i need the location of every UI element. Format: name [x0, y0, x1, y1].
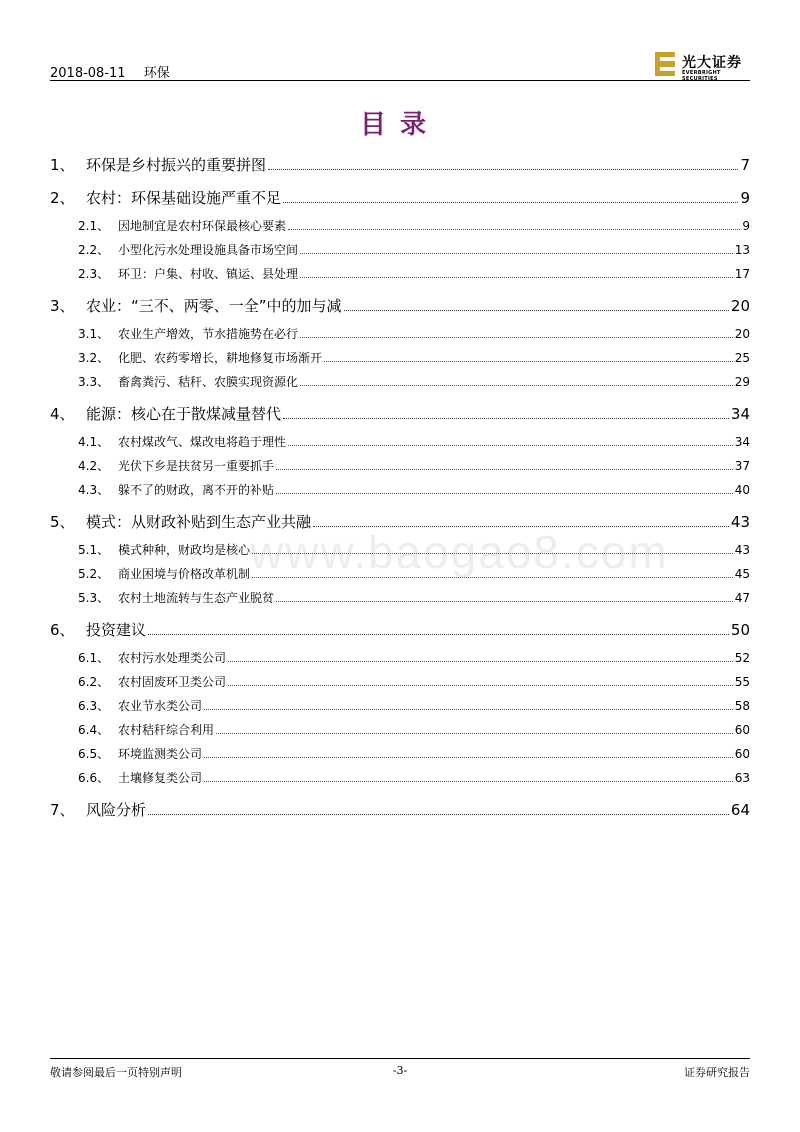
toc-entry-number: 6.5、	[78, 747, 110, 761]
toc-leader-dots	[252, 577, 733, 578]
toc-leader-dots	[216, 733, 733, 734]
toc-entry-number: 4.3、	[78, 483, 110, 497]
header-meta	[50, 62, 184, 81]
toc-entry-number: 5.3、	[78, 591, 110, 605]
toc-entry-page: 50	[730, 621, 750, 639]
toc-entry-title: 环境监测类公司	[118, 747, 203, 761]
toc-entry-number: 3.3、	[78, 375, 110, 389]
toc-entry-number: 3.2、	[78, 351, 110, 365]
header-category: 环保	[143, 66, 170, 81]
toc-entry-page: 17	[734, 267, 750, 281]
footer-report-type: 证券研究报告	[684, 1066, 750, 1079]
toc-leader-dots	[283, 202, 738, 203]
toc-entry-title: 环保是乡村振兴的重要拼图	[86, 156, 267, 174]
toc-leader-dots	[252, 553, 733, 554]
toc-entry-page: 52	[734, 651, 750, 665]
toc-leader-dots	[300, 277, 733, 278]
toc-entry[interactable]	[50, 619, 750, 640]
toc-entry[interactable]	[50, 154, 750, 175]
toc-entry[interactable]	[50, 265, 750, 282]
toc-entry-title: 农村秸秆综合利用	[118, 723, 215, 737]
toc-entry-page: 34	[730, 405, 750, 423]
logo-english-name: EVERBRIGHT SECURITIES	[682, 70, 721, 82]
toc-entry-title: 商业困境与价格改革机制	[118, 567, 251, 581]
toc-entry-title: 模式：从财政补贴到生态产业共融	[86, 513, 312, 531]
toc-entry-page: 64	[730, 801, 750, 819]
toc-leader-dots	[300, 253, 733, 254]
toc-entry-page: 60	[734, 747, 750, 761]
toc-entry-page: 60	[734, 723, 750, 737]
toc-entry-page: 29	[734, 375, 750, 389]
toc-entry-page: 34	[734, 435, 750, 449]
toc-entry-title: 模式种种，财政均是核心	[118, 543, 251, 557]
toc-leader-dots	[276, 469, 733, 470]
toc-entry-page: 37	[734, 459, 750, 473]
toc-entry-title: 农村污水处理类公司	[118, 651, 227, 665]
toc-entry-title: 农村土地流转与生态产业脱贫	[118, 591, 275, 605]
company-logo	[654, 50, 750, 80]
toc-entry-page: 55	[734, 675, 750, 689]
toc-entry-number: 5、	[50, 513, 75, 531]
toc-entry-title: 畜禽粪污、秸秆、农膜实现资源化	[118, 375, 299, 389]
watermark: www.baogao8.com	[250, 526, 669, 578]
page-header	[50, 40, 750, 80]
toc-entry[interactable]	[50, 673, 750, 690]
toc-entry[interactable]	[50, 799, 750, 820]
toc-leader-dots	[148, 814, 729, 815]
toc-entry-page: 43	[734, 543, 750, 557]
toc-entry[interactable]	[50, 745, 750, 762]
toc-entry-title: 农村：环保基础设施严重不足	[86, 189, 282, 207]
toc-entry-page: 45	[734, 567, 750, 581]
toc-entry-number: 6.1、	[78, 651, 110, 665]
toc-leader-dots	[268, 169, 738, 170]
toc-entry-title: 土壤修复类公司	[118, 771, 203, 785]
toc-entry-title: 风险分析	[86, 801, 147, 819]
toc-entry-number: 4.1、	[78, 435, 110, 449]
toc-entry[interactable]	[50, 325, 750, 342]
toc-entry-title: 小型化污水处理设施具备市场空间	[118, 243, 299, 257]
footer-disclaimer: 敬请参阅最后一页特别声明	[50, 1066, 182, 1079]
toc-entry-number: 2.1、	[78, 219, 110, 233]
toc-entry-page: 9	[740, 189, 750, 207]
toc-entry-page: 9	[742, 219, 750, 233]
toc-entry-number: 6、	[50, 621, 75, 639]
toc-entry-page: 20	[734, 327, 750, 341]
toc-leader-dots	[204, 757, 733, 758]
toc-entry-number: 4.2、	[78, 459, 110, 473]
toc-entry[interactable]	[50, 241, 750, 258]
toc-entry[interactable]	[50, 349, 750, 366]
header-date: 2018-08-11	[50, 66, 126, 81]
toc-entry[interactable]	[50, 481, 750, 498]
toc-entry-title: 农村煤改气、煤改电将趋于理性	[118, 435, 287, 449]
toc-leader-dots	[300, 385, 733, 386]
toc-entry[interactable]	[50, 511, 750, 532]
toc-entry[interactable]	[50, 217, 750, 234]
toc-entry-number: 2.2、	[78, 243, 110, 257]
toc-entry[interactable]	[50, 769, 750, 786]
toc-leader-dots	[276, 493, 733, 494]
toc-entry-number: 3.1、	[78, 327, 110, 341]
toc-entry[interactable]	[50, 697, 750, 714]
toc-entry-title: 农业：“三不、两零、一全”中的加与减	[86, 297, 342, 315]
toc-leader-dots	[324, 361, 733, 362]
logo-chinese-name: 光大证券	[682, 55, 742, 71]
toc-leader-dots	[148, 634, 729, 635]
toc-entry-title: 躲不了的财政，离不开的补贴	[118, 483, 275, 497]
toc-entry-page: 25	[734, 351, 750, 365]
toc-entry-page: 13	[734, 243, 750, 257]
toc-leader-dots	[313, 526, 729, 527]
toc-entry-page: 7	[740, 156, 750, 174]
toc-entry-number: 1、	[50, 156, 75, 174]
toc-leader-dots	[288, 445, 733, 446]
toc-entry-number: 4、	[50, 405, 75, 423]
toc-entry-title: 环卫：户集、村收、镇运、县处理	[118, 267, 299, 281]
toc-entry-title: 光伏下乡是扶贫另一重要抓手	[118, 459, 275, 473]
toc-entry-title: 因地制宜是农村环保最核心要素	[118, 219, 287, 233]
toc-entry-number: 3、	[50, 297, 75, 315]
toc-entry-title: 化肥、农药零增长，耕地修复市场渐开	[118, 351, 323, 365]
toc-entry-page: 47	[734, 591, 750, 605]
toc-entry[interactable]	[50, 433, 750, 450]
toc-entry-number: 6.3、	[78, 699, 110, 713]
toc-leader-dots	[204, 781, 733, 782]
toc-entry-title: 投资建议	[86, 621, 147, 639]
toc-leader-dots	[204, 709, 733, 710]
toc-entry-number: 6.4、	[78, 723, 110, 737]
page-title: 目录	[359, 110, 440, 140]
toc-entry-page: 43	[730, 513, 750, 531]
toc-leader-dots	[344, 310, 729, 311]
toc-leader-dots	[283, 418, 729, 419]
page-number: -3-	[392, 1064, 408, 1077]
toc-entry-number: 6.6、	[78, 771, 110, 785]
toc-entry[interactable]	[50, 373, 750, 390]
toc-entry-number: 5.2、	[78, 567, 110, 581]
toc-leader-dots	[228, 685, 733, 686]
toc-entry-title: 农村固废环卫类公司	[118, 675, 227, 689]
toc-entry-number: 2、	[50, 189, 75, 207]
toc-entry[interactable]	[50, 457, 750, 474]
toc-entry-number: 2.3、	[78, 267, 110, 281]
toc-entry[interactable]	[50, 403, 750, 424]
toc-entry[interactable]	[50, 541, 750, 558]
toc-entry[interactable]	[50, 721, 750, 738]
toc-entry-title: 农业生产增效，节水措施势在必行	[118, 327, 299, 341]
footer-divider	[50, 1058, 750, 1059]
toc-entry-title: 农业节水类公司	[118, 699, 203, 713]
toc-entry-page: 40	[734, 483, 750, 497]
toc-entry[interactable]	[50, 649, 750, 666]
toc-entry[interactable]	[50, 187, 750, 208]
toc-entry-number: 6.2、	[78, 675, 110, 689]
toc-entry-page: 63	[734, 771, 750, 785]
toc-entry-number: 7、	[50, 801, 75, 819]
toc-leader-dots	[288, 229, 740, 230]
toc-leader-dots	[276, 601, 733, 602]
toc-entry-number: 5.1、	[78, 543, 110, 557]
everbright-logo-icon	[654, 52, 676, 76]
toc-entry[interactable]	[50, 565, 750, 582]
header-divider	[50, 80, 750, 81]
toc-entry[interactable]	[50, 589, 750, 606]
toc-entry-title: 能源：核心在于散煤减量替代	[86, 405, 282, 423]
toc-leader-dots	[300, 337, 733, 338]
toc-entry[interactable]	[50, 295, 750, 316]
toc-entry-page: 58	[734, 699, 750, 713]
toc-leader-dots	[228, 661, 733, 662]
toc-entry-page: 20	[730, 297, 750, 315]
